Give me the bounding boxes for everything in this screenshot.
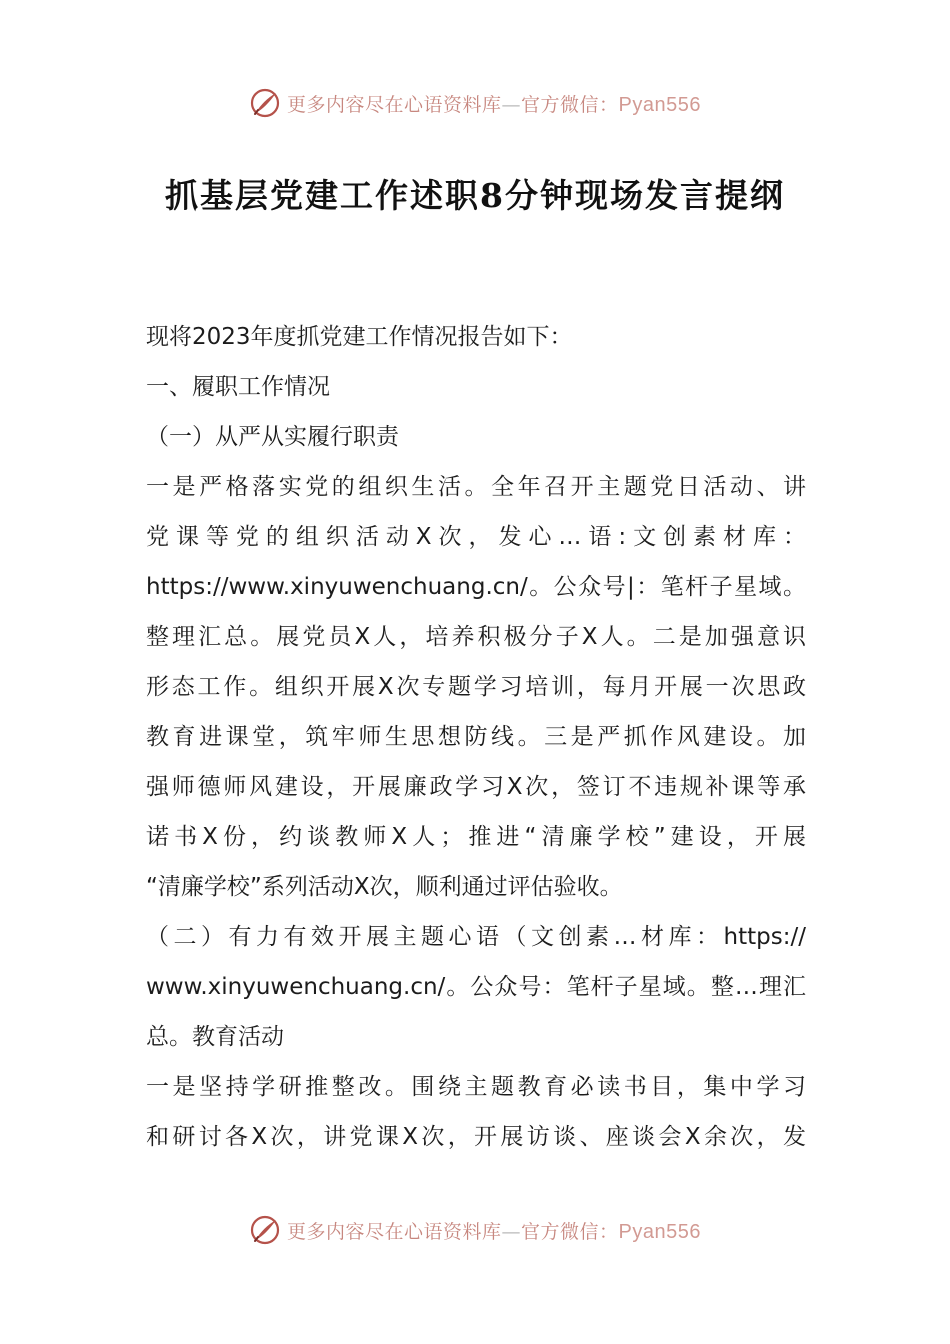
- paragraph-line: 形态工作。组织开展X次专题学习培训，每月开展一次思政: [146, 674, 806, 700]
- paragraph-line: 总。教育活动: [146, 1024, 284, 1050]
- paragraph-line: 一是严格落实党的组织生活。全年召开主题党日活动、讲: [146, 474, 806, 500]
- quill-pen-logo-icon: [249, 1214, 281, 1246]
- subsection-heading: （一）从严从实履行职责: [146, 424, 399, 450]
- subsection-heading: （二）有力有效开展主题心语（文创素…材库：https://: [146, 924, 806, 950]
- section-heading: 一、履职工作情况: [146, 374, 330, 400]
- paragraph-line: 现将2023年度抓党建工作情况报告如下：: [146, 324, 573, 350]
- paragraph-line: www.xinyuwenchuang.cn/。公众号：笔杆子星域。整…理汇: [146, 974, 806, 1000]
- wechat-handle: Pyan556: [618, 1220, 701, 1243]
- document-body: [146, 312, 806, 1162]
- paragraph-line: https://www.xinyuwenchuang.cn/。公众号|：笔杆子星域。: [146, 574, 806, 600]
- banner-text: 更多内容尽在心语资料库—官方微信：Pyan556: [287, 93, 701, 116]
- header-banner: [0, 83, 950, 123]
- footer-banner: [0, 1210, 950, 1250]
- banner-text: 更多内容尽在心语资料库—官方微信：Pyan556: [287, 1220, 701, 1243]
- paragraph-line: 强师德师风建设，开展廉政学习X次，签订不违规补课等承: [146, 774, 806, 800]
- wechat-handle: Pyan556: [618, 93, 701, 116]
- paragraph-line: 和研讨各X次，讲党课X次，开展访谈、座谈会X余次，发: [146, 1124, 806, 1150]
- paragraph-line: 诺书X份，约谈教师X人；推进“清廉学校”建设，开展: [146, 824, 806, 850]
- paragraph-line: “清廉学校”系列活动X次，顺利通过评估验收。: [146, 874, 623, 900]
- paragraph-line: 一是坚持学研推整改。围绕主题教育必读书目，集中学习: [146, 1074, 806, 1100]
- paragraph-line: 整理汇总。展党员X人，培养积极分子X人。二是加强意识: [146, 624, 806, 650]
- paragraph-line: 教育进课堂，筑牢师生思想防线。三是严抓作风建设。加: [146, 724, 806, 750]
- quill-pen-logo-icon: [249, 87, 281, 119]
- document-title: 抓基层党建工作述职8分钟现场发言提纲: [165, 176, 785, 215]
- paragraph-line: 党课等党的组织活动X次，发心…语:文创素材库：: [146, 524, 806, 550]
